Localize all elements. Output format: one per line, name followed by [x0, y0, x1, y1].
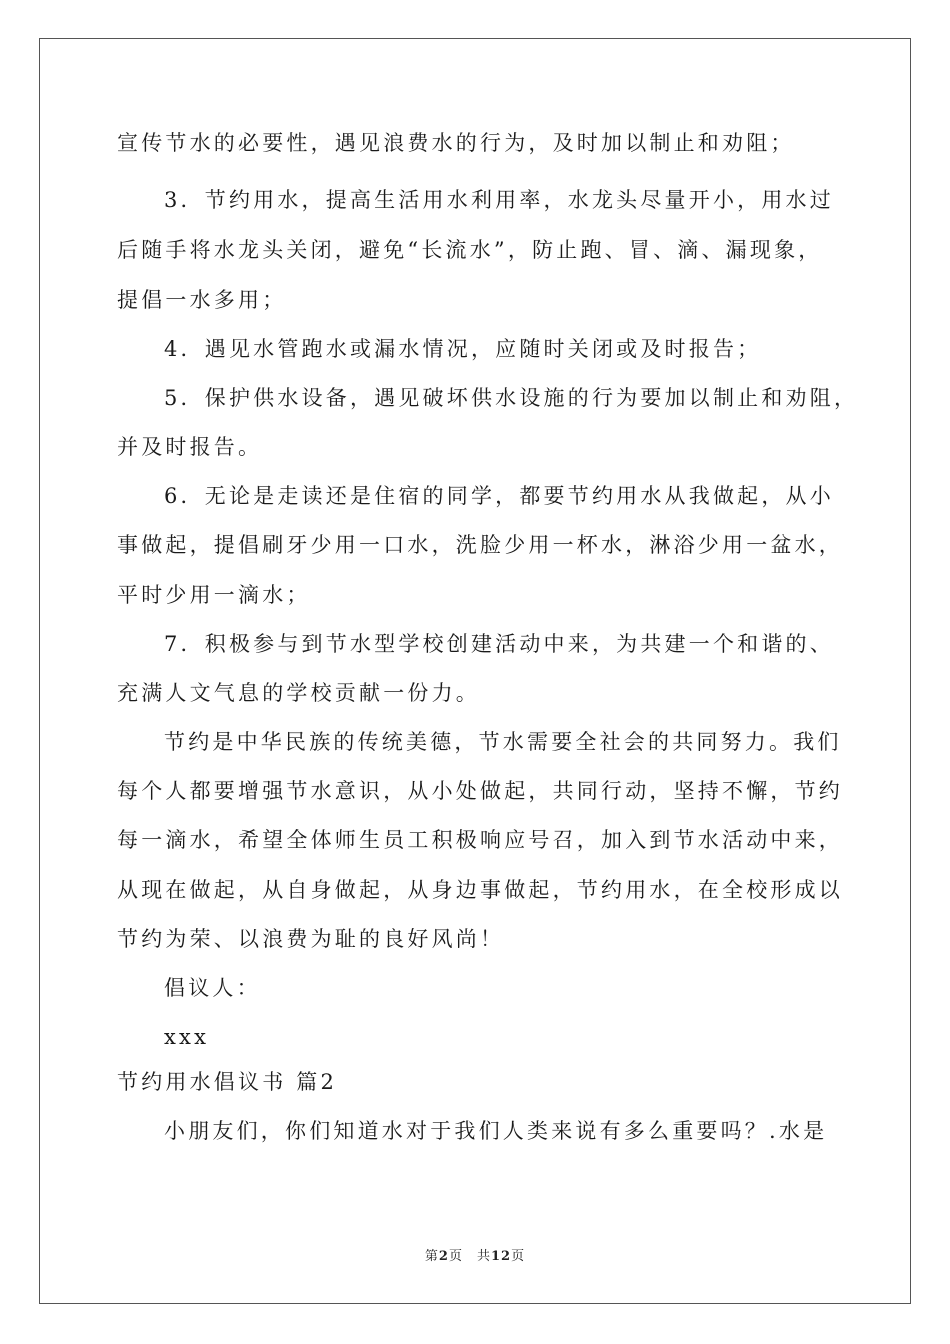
text-line: 节约为荣、以浪费为耻的良好风尚！ [117, 927, 505, 951]
text-line: 平时少用一滴水； [117, 583, 311, 607]
section-heading: 节约用水倡议书 篇2 [117, 1070, 338, 1094]
signature-label: 倡议人： [164, 976, 261, 1000]
text-line: 每一滴水，希望全体师生员工积极响应号召，加入到节水活动中来， [117, 828, 843, 852]
text-line: 并及时报告。 [117, 435, 263, 459]
text-line: 5．保护供水设备，遇见破坏供水设施的行为要加以制止和劝阻， [164, 386, 859, 410]
current-page-number: 2 [438, 1249, 449, 1264]
text-line: 事做起，提倡刷牙少用一口水，洗脸少用一杯水，淋浴少用一盆水， [117, 533, 843, 557]
page-prefix: 第 [424, 1249, 439, 1264]
text-line: 提倡一水多用； [117, 288, 287, 312]
text-line: 宣传节水的必要性，遇见浪费水的行为，及时加以制止和劝阻； [117, 131, 795, 155]
text-line: 7．积极参与到节水型学校创建活动中来，为共建一个和谐的、 [164, 632, 834, 656]
page-number-footer [0, 1245, 950, 1264]
page-suffix: 页 [511, 1249, 526, 1264]
total-pages-number: 12 [490, 1249, 512, 1264]
text-line: 3．节约用水，提高生活用水利用率，水龙头尽量开小，用水过 [164, 188, 834, 212]
text-line: 小朋友们，你们知道水对于我们人类来说有多么重要吗？.水是 [164, 1119, 828, 1143]
text-line: 充满人文气息的学校贡献一份力。 [117, 681, 480, 705]
text-line: 4．遇见水管跑水或漏水情况，应随时关闭或及时报告； [164, 337, 762, 361]
text-line: 节约是中华民族的传统美德，节水需要全社会的共同努力。我们 [164, 730, 842, 754]
text-line: 每个人都要增强节水意识，从小处做起，共同行动，坚持不懈，节约 [117, 779, 843, 803]
text-line: 从现在做起，从自身做起，从身边事做起，节约用水，在全校形成以 [117, 878, 843, 902]
text-line: 6．无论是走读还是住宿的同学，都要节约用水从我做起，从小 [164, 484, 834, 508]
text-line: 后随手将水龙头关闭，避免“长流水”，防止跑、冒、滴、漏现象， [117, 238, 823, 262]
signature-name: xxx [164, 1025, 210, 1049]
page-frame [39, 38, 911, 1304]
page-middle-text: 页 共 [448, 1249, 491, 1264]
